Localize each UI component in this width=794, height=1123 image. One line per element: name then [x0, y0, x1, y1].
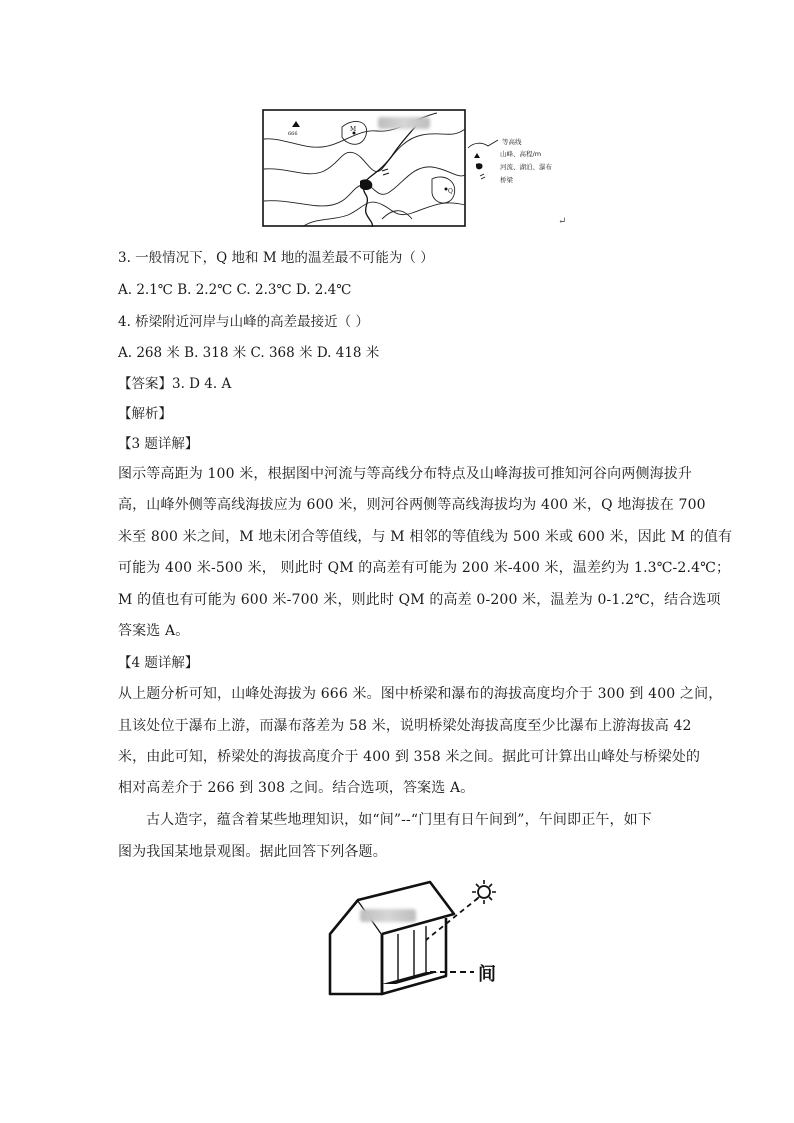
detail-3-line: 高，山峰外侧等高线海拔应为 600 米，则河谷两侧等高线海拔均为 400 米，Q 地海拔在 700: [118, 497, 706, 513]
point-q-label: Q: [448, 188, 453, 195]
redaction-blur: [378, 117, 430, 129]
detail-4-line: 从上题分析可知，山峰处海拔为 666 米。图中桥梁和瀑布的海拔高度均介于 300 到 400 之间，: [118, 686, 723, 702]
point-m-label: M: [350, 126, 357, 133]
detail-4-heading: 【4 题详解】: [118, 655, 199, 671]
redaction-blur: [360, 909, 416, 922]
detail-3-line: 图示等高距为 100 米，根据图中河流与等高线分布特点及山峰海拔可推知河谷向两侧海拔升: [118, 466, 693, 482]
legend-water: 河流、湖泊、瀑布: [500, 163, 552, 171]
map-legend: [466, 130, 566, 190]
question-3-options: A. 2.1℃ B. 2.2℃ C. 2.3℃ D. 2.4℃: [118, 282, 352, 298]
house-figure: [326, 876, 526, 1000]
question-4: 4. 桥梁附近河岸与山峰的高差最接近（ ）: [118, 314, 369, 330]
jian-character: 间: [478, 964, 496, 985]
contour-map: [262, 109, 466, 227]
detail-3-line: 答案选 A。: [118, 623, 190, 639]
analysis-heading: 【解析】: [118, 406, 172, 422]
legend-contour: 等高线: [502, 138, 522, 146]
answer-line: 【答案】3. D 4. A: [118, 376, 232, 392]
detail-3-line: M 的值也有可能为 600 米-700 米，则此时 QM 的高差 0-200 米，温差为 0-1.2℃，结合选项: [118, 592, 721, 608]
detail-4-line: 米，由此可知，桥梁处的海拔高度介于 400 到 358 米之间。据此可计算出山峰处与桥梁处的: [118, 749, 701, 765]
return-mark: ↵: [558, 216, 567, 227]
detail-4-line: 相对高差介于 266 到 308 之间。结合选项，答案选 A。: [118, 780, 475, 796]
question-4-options: A. 268 米 B. 318 米 C. 368 米 D. 418 米: [118, 345, 380, 361]
legend-bridge: 桥梁: [500, 176, 513, 184]
detail-4-line: 且该处位于瀑布上游，而瀑布落差为 58 米，说明桥梁处海拔高度至少比瀑布上游海拔高 42: [118, 718, 692, 734]
detail-3-line: 可能为 400 米-500 米， 则此时 QM 的高差有可能为 200 米-400 米，温差约为 1.3℃-2.4℃；: [118, 560, 731, 576]
question-3: 3. 一般情况下，Q 地和 M 地的温差最不可能为（ ）: [118, 250, 434, 266]
intro-line: 古人造字，蕴含着某些地理知识，如“间”--“门里有日午间到”，午间即正午，如下: [146, 812, 652, 828]
detail-3-line: 米至 800 米之间，M 地未闭合等值线，与 M 相邻的等值线为 500 米或 600 米，因此 M 的值有: [118, 529, 733, 545]
intro-line: 图为我国某地景观图。据此回答下列各题。: [118, 844, 387, 860]
peak-elevation-label: 666: [288, 131, 298, 137]
legend-peak: 山峰、高程/m: [500, 150, 542, 158]
detail-3-heading: 【3 题详解】: [118, 436, 199, 452]
